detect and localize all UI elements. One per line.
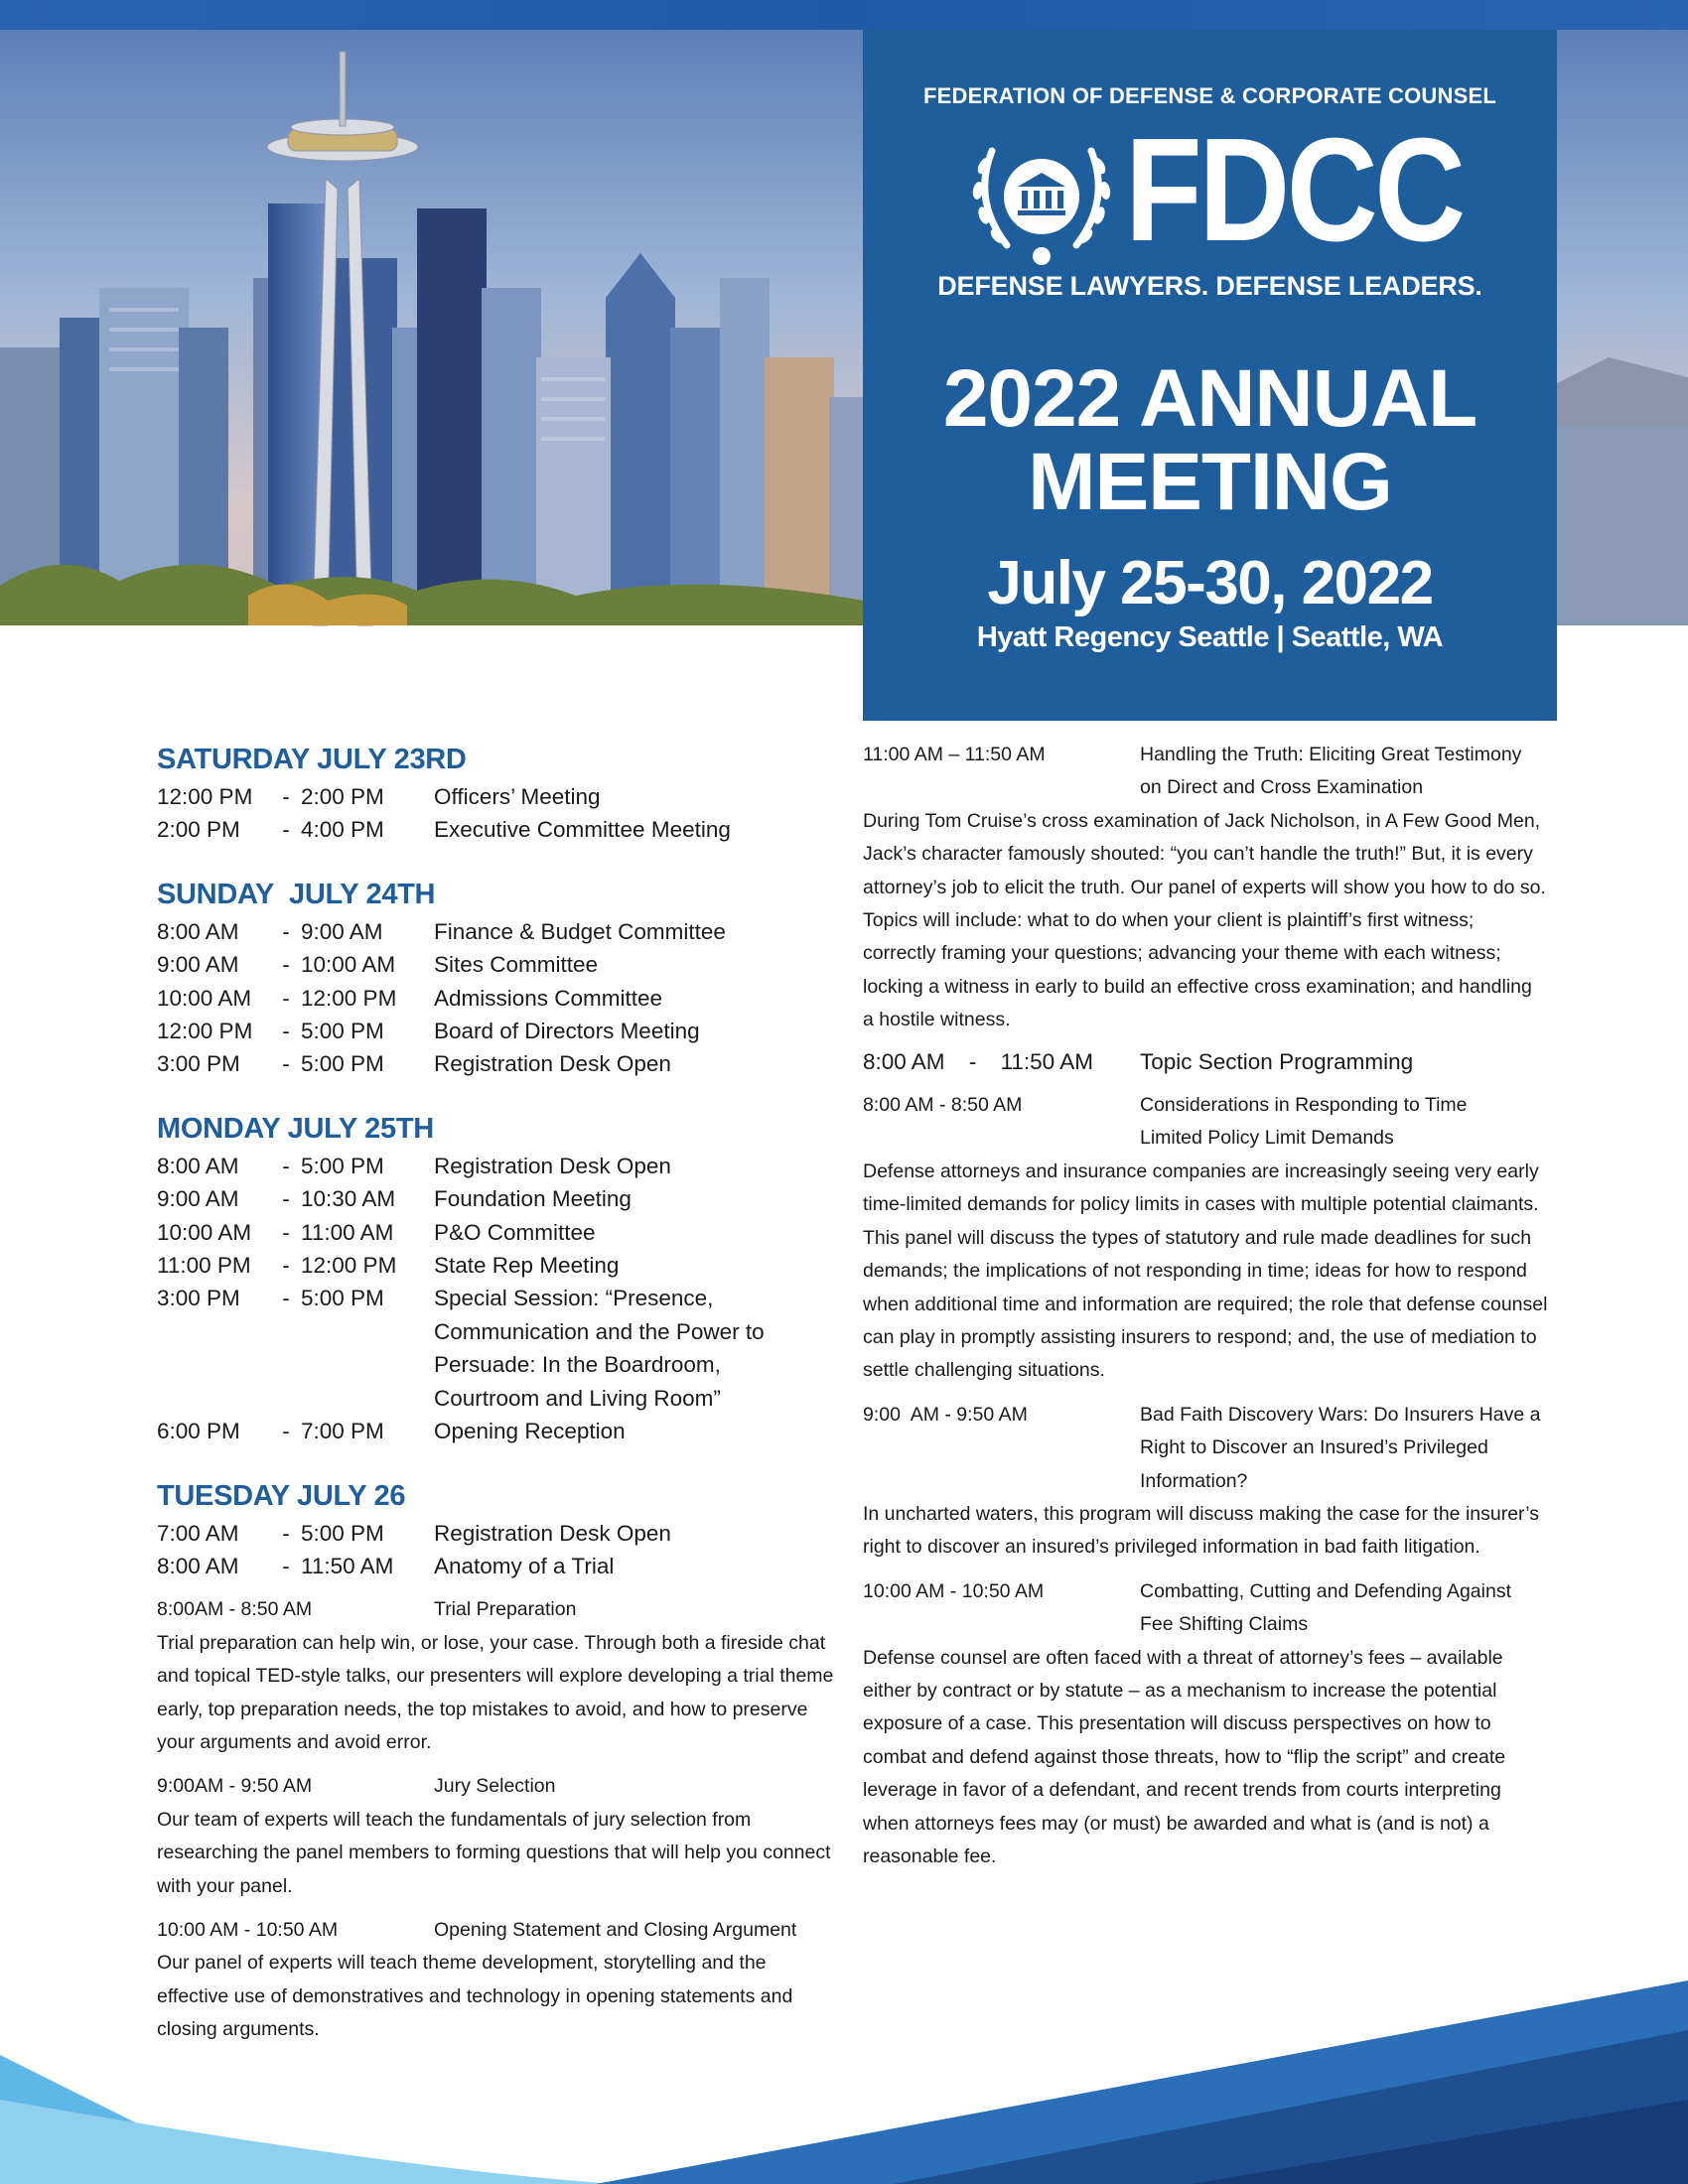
- session-description: During Tom Cruise’s cross examination of Jack Nicholson, in A Few Good Men, Jack’s character famously shouted: “you can’t handle the truth!” But, it is every attorney’s job to elicit the truth. Our panel of experts will show you how to do so. Topics will include: what to do when your client is plaintiff’s first witness; correctly framing your questions; advancing your theme with each witness; locking a witness in early to build an effective cross examination; and handling a hostile witness.: [863, 809, 1546, 1031]
- schedule-row: [157, 948, 842, 981]
- start-time: 7:00 AM: [157, 1520, 239, 1546]
- session-description: Our team of experts will teach the fundamentals of jury selection from researching the panel members to forming questions that will help you connect with your panel.: [157, 1808, 831, 1897]
- time-separator: -: [282, 1520, 290, 1546]
- session-block: [863, 1399, 1548, 1565]
- event-name: Executive Committee Meeting: [434, 817, 731, 843]
- day-heading-sunday: SUNDAY JULY 24TH: [157, 878, 436, 910]
- schedule-row: [157, 1182, 842, 1215]
- session-title: Opening Statement and Closing Argument: [434, 1918, 797, 1941]
- start-time: 9:00 AM: [157, 1186, 239, 1212]
- schedule-row: [157, 915, 842, 948]
- schedule-row: [863, 1045, 1548, 1078]
- schedule-left-column: [157, 735, 842, 2047]
- start-time: 3:00 PM: [157, 1051, 240, 1077]
- meeting-title-line2: MEETING: [1028, 437, 1392, 527]
- schedule-row: [157, 1047, 842, 1080]
- end-time: 12:00 PM: [301, 985, 397, 1011]
- meeting-dates: July 25-30, 2022: [987, 549, 1433, 617]
- end-time: 5:00 PM: [301, 1019, 384, 1044]
- event-name: Foundation Meeting: [434, 1186, 632, 1212]
- session-block: [863, 1089, 1548, 1388]
- event-name: P&O Committee: [434, 1219, 596, 1245]
- start-time: 12:00 PM: [157, 784, 253, 809]
- time-separator: -: [282, 1286, 290, 1311]
- time-separator: -: [282, 952, 290, 978]
- end-time: 11:50 AM: [1000, 1048, 1093, 1074]
- seattle-skyline-photo: [0, 30, 1688, 653]
- session-title: Handling the Truth: Eliciting Great Testimony on Direct and Cross Examination: [1140, 744, 1522, 799]
- time-separator: -: [968, 1048, 977, 1074]
- event-name: Topic Section Programming: [1140, 1048, 1414, 1074]
- schedule-row: [157, 1415, 842, 1447]
- start-time: 10:00 AM: [157, 985, 252, 1011]
- session-block: [157, 1593, 842, 1759]
- session-time: 8:00 AM - 8:50 AM: [863, 1094, 1023, 1117]
- event-name: State Rep Meeting: [434, 1253, 620, 1279]
- end-time: 5:00 PM: [301, 1286, 384, 1311]
- start-time: 11:00 PM: [157, 1253, 251, 1279]
- end-time: 5:00 PM: [301, 1051, 384, 1077]
- event-name: Opening Reception: [434, 1419, 626, 1444]
- end-time: 4:00 PM: [301, 817, 384, 843]
- session-title: Jury Selection: [434, 1775, 556, 1798]
- end-time: 12:00 PM: [301, 1253, 397, 1279]
- start-time: 12:00 PM: [157, 1019, 253, 1044]
- end-time: 10:30 AM: [301, 1186, 396, 1212]
- schedule-right-column: [863, 739, 1548, 1873]
- event-name: Finance & Budget Committee: [434, 918, 726, 944]
- event-name: Board of Directors Meeting: [434, 1019, 700, 1044]
- time-separator: -: [282, 1419, 290, 1444]
- time-separator: -: [282, 1186, 290, 1212]
- meeting-title-line1: 2022 ANNUAL: [942, 353, 1477, 444]
- tagline: DEFENSE LAWYERS. DEFENSE LEADERS.: [937, 271, 1482, 301]
- end-time: 11:50 AM: [301, 1553, 394, 1578]
- time-separator: -: [282, 918, 290, 944]
- end-time: 2:00 PM: [301, 784, 384, 809]
- schedule-row: [157, 813, 842, 846]
- session-title: Trial Preparation: [434, 1598, 577, 1621]
- schedule-row: [157, 780, 842, 813]
- meeting-title: [863, 353, 1557, 527]
- event-name: Special Session: “Presence, Communication and the Power to Persuade: In the Boardroom, Courtroom and Living Room”: [434, 1286, 765, 1411]
- start-time: 8:00 AM: [157, 1153, 239, 1178]
- end-time: 5:00 PM: [301, 1520, 384, 1546]
- schedule-row: [157, 1216, 842, 1249]
- event-name: Registration Desk Open: [434, 1520, 671, 1546]
- event-name: Registration Desk Open: [434, 1051, 671, 1077]
- day-heading-tuesday: TUESDAY JULY 26: [157, 1479, 406, 1512]
- session-time: 11:00 AM – 11:50 AM: [863, 744, 1046, 765]
- event-name: Anatomy of a Trial: [434, 1553, 615, 1578]
- session-description: Defense attorneys and insurance companies are increasingly seeing very early time-limited demands for policy limits in cases with multiple potential claimants. This panel will discuss the types of statutory and rule made deadlines for such demands; the implications of not responding in time; ideas for how to respond when additional time and information are required; the role that defense counsel can play in promptly assisting insurers to respond; and, the use of mediation to settle challenging situations.: [863, 1160, 1548, 1382]
- session-description: Trial preparation can help win, or lose, your case. Through both a fireside chat and topical TED-style talks, our presenters will explore developing a trial theme early, top preparation needs, the top mistakes to avoid, and how to preserve your arguments and avoid error.: [157, 1631, 834, 1753]
- session-time: 8:00AM - 8:50 AM: [157, 1598, 313, 1621]
- session-block: [863, 739, 1548, 1037]
- schedule-row: [157, 1550, 842, 1582]
- session-description: In uncharted waters, this program will discuss making the case for the insurer’s right to discover an insured’s privileged information in bad faith litigation.: [863, 1502, 1539, 1559]
- session-time: 10:00 AM - 10:50 AM: [157, 1918, 339, 1941]
- end-time: 10:00 AM: [301, 952, 396, 978]
- session-block: [157, 1770, 842, 1903]
- event-banner: [863, 30, 1557, 721]
- end-time: 9:00 AM: [301, 918, 383, 944]
- fdcc-logo-text: FDCC: [1125, 108, 1463, 272]
- laurel-courthouse-logo-icon: [962, 121, 1121, 268]
- start-time: 9:00 AM: [157, 952, 239, 978]
- top-color-strip: [0, 0, 1688, 30]
- time-separator: -: [282, 1553, 290, 1578]
- session-title: Considerations in Responding to Time Limited Policy Limit Demands: [1140, 1094, 1468, 1150]
- session-time: 9:00 AM - 9:50 AM: [863, 1403, 1028, 1426]
- end-time: 5:00 PM: [301, 1153, 384, 1178]
- time-separator: -: [282, 985, 290, 1011]
- session-description: Defense counsel are often faced with a threat of attorney’s fees – available either by contract or by statute – as a mechanism to increase the potential exposure of a case. This presentation will discuss perspectives on how to combat and defend against those threats, how to “flip the script” and create leverage in favor of a defendant, and recent trends from courts interpreting when attorneys fees may (or must) be awarded and what is (and is not) a reasonable fee.: [863, 1646, 1506, 1867]
- session-time: 10:00 AM - 10:50 AM: [863, 1579, 1045, 1602]
- organization-name: FEDERATION OF DEFENSE & CORPORATE COUNSEL: [923, 83, 1496, 108]
- schedule-row: [157, 1015, 842, 1047]
- time-separator: -: [282, 1219, 290, 1245]
- start-time: 10:00 AM: [157, 1219, 252, 1245]
- schedule-row: [157, 1150, 842, 1182]
- footer-wave-decoration: [0, 1941, 1688, 2184]
- session-time: 9:00AM - 9:50 AM: [157, 1775, 313, 1798]
- meeting-venue: Hyatt Regency Seattle | Seattle, WA: [976, 621, 1444, 653]
- schedule-row: [157, 982, 842, 1015]
- event-name: Registration Desk Open: [434, 1153, 671, 1178]
- session-title: Bad Faith Discovery Wars: Do Insurers Have a Right to Discover an Insured’s Privileged Information?: [1140, 1403, 1541, 1492]
- time-separator: -: [282, 1253, 290, 1279]
- start-time: 8:00 AM: [863, 1048, 945, 1074]
- end-time: 11:00 AM: [301, 1219, 394, 1245]
- session-title: Combatting, Cutting and Defending Against Fee Shifting Claims: [1140, 1579, 1511, 1636]
- time-separator: -: [282, 817, 290, 843]
- schedule-row: [157, 1282, 842, 1415]
- time-range: [863, 1045, 1140, 1078]
- time-separator: -: [282, 1019, 290, 1044]
- start-time: 2:00 PM: [157, 817, 240, 843]
- schedule-row: [157, 1249, 842, 1282]
- start-time: 3:00 PM: [157, 1286, 240, 1311]
- session-block: [863, 1575, 1548, 1874]
- schedule-row: [157, 1517, 842, 1550]
- start-time: 8:00 AM: [157, 918, 239, 944]
- event-name: Officers’ Meeting: [434, 784, 601, 809]
- end-time: 7:00 PM: [301, 1419, 384, 1444]
- event-name: Sites Committee: [434, 952, 599, 978]
- time-separator: -: [282, 784, 290, 809]
- start-time: 6:00 PM: [157, 1419, 240, 1444]
- session-description: Our panel of experts will teach theme development, storytelling and the effective use of demonstratives and technology in opening statements and closing arguments.: [157, 1952, 793, 2041]
- time-separator: -: [282, 1051, 290, 1077]
- day-heading-saturday: SATURDAY JULY 23RD: [157, 744, 467, 775]
- time-separator: -: [282, 1153, 290, 1178]
- day-heading-monday: MONDAY JULY 25TH: [157, 1112, 434, 1145]
- start-time: 8:00 AM: [157, 1553, 239, 1578]
- event-name: Admissions Committee: [434, 985, 663, 1011]
